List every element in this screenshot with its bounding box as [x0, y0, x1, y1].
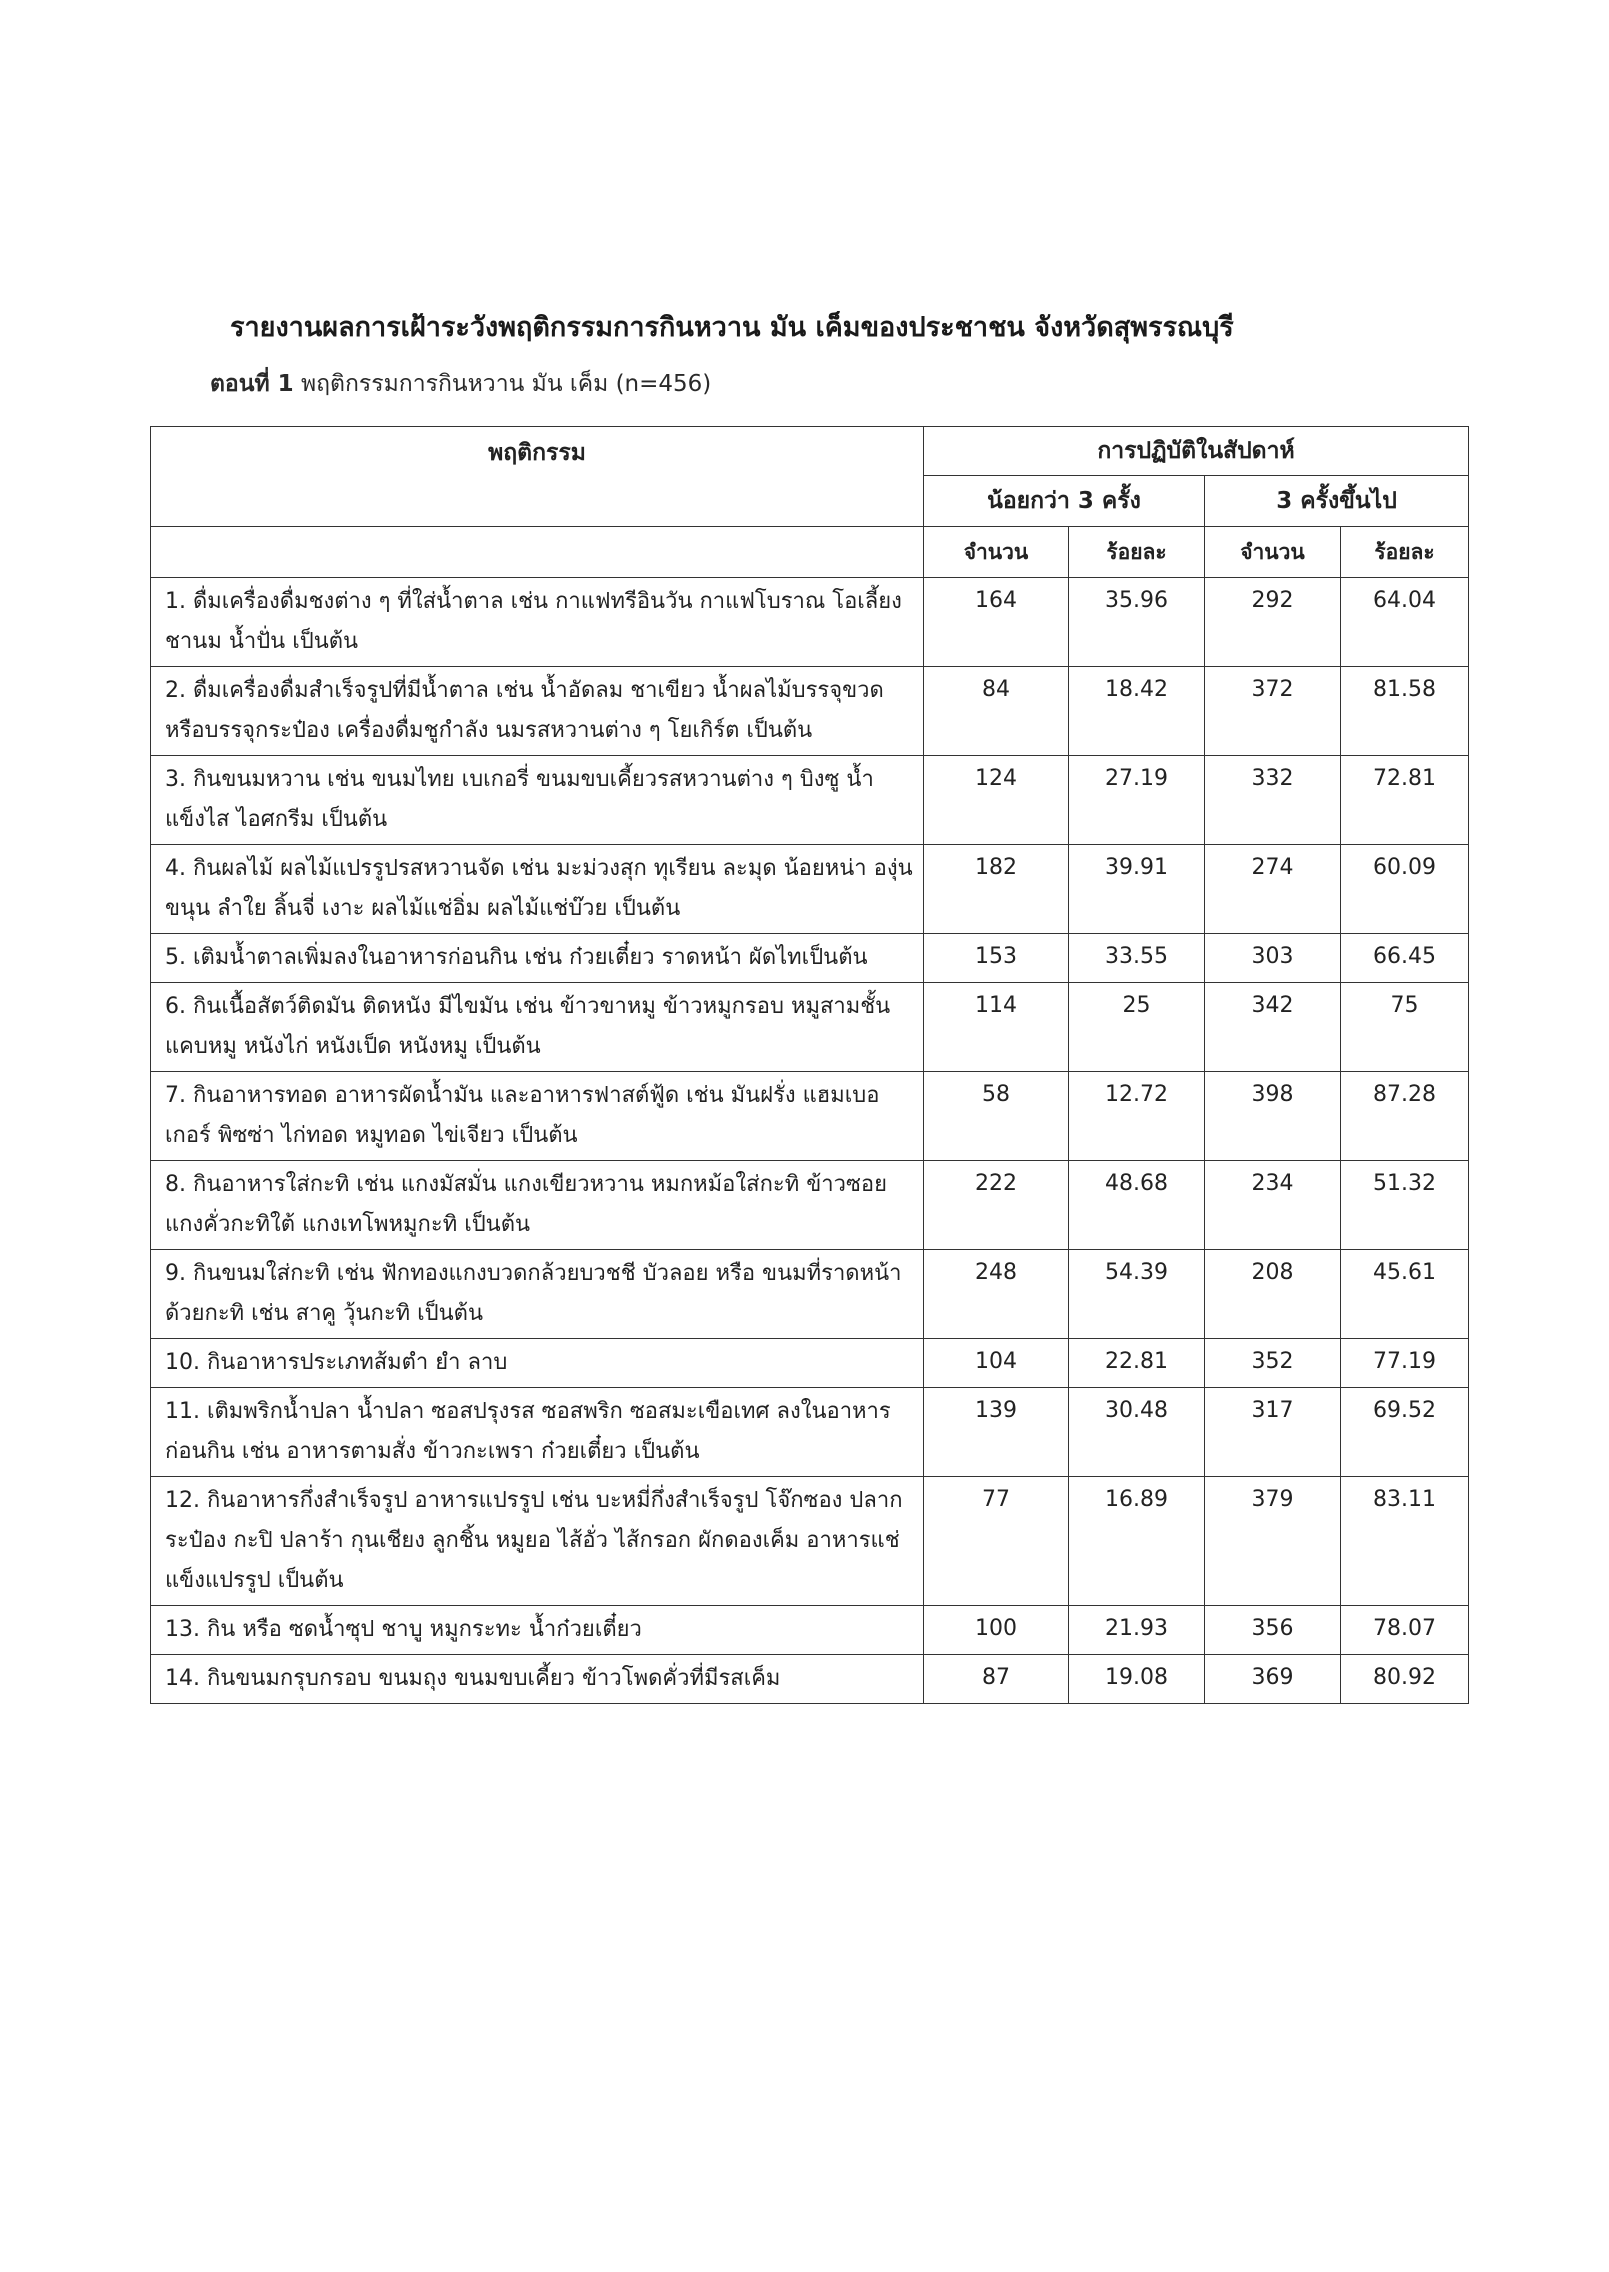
count-less-cell: 182	[924, 845, 1069, 934]
percent-more-cell: 45.61	[1341, 1250, 1469, 1339]
table-body	[151, 578, 1469, 1704]
count-less-cell: 124	[924, 756, 1069, 845]
percent-less-cell: 30.48	[1069, 1388, 1205, 1477]
percent-less-cell: 27.19	[1069, 756, 1205, 845]
count-less-cell: 58	[924, 1072, 1069, 1161]
count-more-cell: 356	[1205, 1606, 1341, 1655]
section-text: พฤติกรรมการกินหวาน มัน เค็ม (n=456)	[300, 371, 712, 397]
percent-less-cell: 22.81	[1069, 1339, 1205, 1388]
percent-more-cell: 66.45	[1341, 934, 1469, 983]
count-more-cell: 208	[1205, 1250, 1341, 1339]
header-count-less: จำนวน	[924, 527, 1069, 578]
count-more-cell: 352	[1205, 1339, 1341, 1388]
behavior-cell: 4. กินผลไม้ ผลไม้แปรรูปรสหวานจัด เช่น มะม่วงสุก ทุเรียน ละมุด น้อยหน่า องุ่น ขนุน ลำใย ลิ้นจี่ เงาะ ผลไม้แช่อิ่ม ผลไม้แช่บ๊วย เป็นต้น	[151, 845, 924, 934]
count-less-cell: 139	[924, 1388, 1069, 1477]
table-row	[151, 1339, 1469, 1388]
table-row	[151, 983, 1469, 1072]
table-row	[151, 934, 1469, 983]
count-more-cell: 234	[1205, 1161, 1341, 1250]
count-more-cell: 303	[1205, 934, 1341, 983]
count-more-cell: 372	[1205, 667, 1341, 756]
percent-less-cell: 18.42	[1069, 667, 1205, 756]
count-less-cell: 100	[924, 1606, 1069, 1655]
behavior-cell: 7. กินอาหารทอด อาหารผัดน้ำมัน และอาหารฟาสต์ฟู้ด เช่น มันฝรั่ง แฮมเบอเกอร์ พิซซ่า ไก่ทอด หมูทอด ไข่เจียว เป็นต้น	[151, 1072, 924, 1161]
count-less-cell: 164	[924, 578, 1069, 667]
table-row	[151, 845, 1469, 934]
behavior-cell: 2. ดื่มเครื่องดื่มสำเร็จรูปที่มีน้ำตาล เช่น น้ำอัดลม ชาเขียว น้ำผลไม้บรรจุขวดหรือบรรจุกระป๋อง เครื่องดื่มชูกำลัง นมรสหวานต่าง ๆ โยเกิร์ต เป็นต้น	[151, 667, 924, 756]
header-percent-less: ร้อยละ	[1069, 527, 1205, 578]
percent-less-cell: 12.72	[1069, 1072, 1205, 1161]
percent-more-cell: 81.58	[1341, 667, 1469, 756]
behavior-cell: 11. เติมพริกน้ำปลา น้ำปลา ซอสปรุงรส ซอสพริก ซอสมะเขือเทศ ลงในอาหารก่อนกิน เช่น อาหารตามสั่ง ข้าวกะเพรา ก๋วยเตี๋ยว เป็นต้น	[151, 1388, 924, 1477]
table-row	[151, 1250, 1469, 1339]
percent-less-cell: 35.96	[1069, 578, 1205, 667]
behavior-cell: 5. เติมน้ำตาลเพิ่มลงในอาหารก่อนกิน เช่น ก๋วยเตี๋ยว ราดหน้า ผัดไทเป็นต้น	[151, 934, 924, 983]
table-row	[151, 667, 1469, 756]
percent-less-cell: 54.39	[1069, 1250, 1205, 1339]
count-less-cell: 222	[924, 1161, 1069, 1250]
header-less-than-3: น้อยกว่า 3 ครั้ง	[924, 476, 1205, 527]
percent-more-cell: 75	[1341, 983, 1469, 1072]
percent-more-cell: 60.09	[1341, 845, 1469, 934]
percent-more-cell: 51.32	[1341, 1161, 1469, 1250]
count-more-cell: 342	[1205, 983, 1341, 1072]
header-count-more: จำนวน	[1205, 527, 1341, 578]
table-row	[151, 1161, 1469, 1250]
count-more-cell: 274	[1205, 845, 1341, 934]
percent-more-cell: 78.07	[1341, 1606, 1469, 1655]
percent-less-cell: 33.55	[1069, 934, 1205, 983]
percent-more-cell: 77.19	[1341, 1339, 1469, 1388]
header-3-or-more: 3 ครั้งขึ้นไป	[1205, 476, 1469, 527]
count-less-cell: 84	[924, 667, 1069, 756]
page-title: รายงานผลการเฝ้าระวังพฤติกรรมการกินหวาน มัน เค็มของประชาชน จังหวัดสุพรรณบุรี	[230, 312, 1234, 343]
behavior-cell: 12. กินอาหารกึ่งสำเร็จรูป อาหารแปรรูป เช่น บะหมี่กึ่งสำเร็จรูป โจ๊กซอง ปลากระป๋อง กะปิ ปลาร้า กุนเชียง ลูกชิ้น หมูยอ ไส้อั่ว ไส้กรอก ผักดองเค็ม อาหารแช่แข็งแปรรูป เป็นต้น	[151, 1477, 924, 1606]
behavior-cell: 3. กินขนมหวาน เช่น ขนมไทย เบเกอรี่ ขนมขบเคี้ยวรสหวานต่าง ๆ บิงซู น้ำแข็งไส ไอศกรีม เป็นต้น	[151, 756, 924, 845]
table-row	[151, 1655, 1469, 1704]
table-row	[151, 1606, 1469, 1655]
count-more-cell: 369	[1205, 1655, 1341, 1704]
count-more-cell: 398	[1205, 1072, 1341, 1161]
percent-less-cell: 25	[1069, 983, 1205, 1072]
percent-more-cell: 80.92	[1341, 1655, 1469, 1704]
behavior-cell: 14. กินขนมกรุบกรอบ ขนมถุง ขนมขบเคี้ยว ข้าวโพดคั่วที่มีรสเค็ม	[151, 1655, 924, 1704]
behavior-cell: 10. กินอาหารประเภทส้มตำ ยำ ลาบ	[151, 1339, 924, 1388]
table-row	[151, 1477, 1469, 1606]
table-row	[151, 1072, 1469, 1161]
table-row	[151, 1388, 1469, 1477]
percent-less-cell: 19.08	[1069, 1655, 1205, 1704]
header-percent-more: ร้อยละ	[1341, 527, 1469, 578]
behavior-cell: 13. กิน หรือ ซดน้ำซุป ชาบู หมูกระทะ น้ำก๋วยเตี๋ยว	[151, 1606, 924, 1655]
table-header	[151, 427, 1469, 578]
header-behavior-spacer	[151, 527, 924, 578]
percent-more-cell: 72.81	[1341, 756, 1469, 845]
count-less-cell: 153	[924, 934, 1069, 983]
percent-more-cell: 87.28	[1341, 1072, 1469, 1161]
section-heading	[210, 366, 711, 402]
percent-less-cell: 48.68	[1069, 1161, 1205, 1250]
count-less-cell: 87	[924, 1655, 1069, 1704]
count-less-cell: 114	[924, 983, 1069, 1072]
count-more-cell: 317	[1205, 1388, 1341, 1477]
count-less-cell: 77	[924, 1477, 1069, 1606]
percent-more-cell: 83.11	[1341, 1477, 1469, 1606]
count-more-cell: 332	[1205, 756, 1341, 845]
table-row	[151, 578, 1469, 667]
table-row	[151, 756, 1469, 845]
header-behavior: พฤติกรรม	[151, 427, 924, 527]
percent-less-cell: 39.91	[1069, 845, 1205, 934]
behavior-cell: 9. กินขนมใส่กะทิ เช่น ฟักทองแกงบวดกล้วยบวชชี บัวลอย หรือ ขนมที่ราดหน้าด้วยกะทิ เช่น สาคู วุ้นกะทิ เป็นต้น	[151, 1250, 924, 1339]
count-more-cell: 379	[1205, 1477, 1341, 1606]
count-more-cell: 292	[1205, 578, 1341, 667]
percent-more-cell: 64.04	[1341, 578, 1469, 667]
count-less-cell: 104	[924, 1339, 1069, 1388]
behavior-cell: 6. กินเนื้อสัตว์ติดมัน ติดหนัง มีไขมัน เช่น ข้าวขาหมู ข้าวหมูกรอบ หมูสามชั้น แคบหมู หนังไก่ หนังเป็ด หนังหมู เป็นต้น	[151, 983, 924, 1072]
behavior-cell: 8. กินอาหารใส่กะทิ เช่น แกงมัสมั่น แกงเขียวหวาน หมกหม้อใส่กะทิ ข้าวซอย แกงคั่วกะทิใต้ แกงเทโพหมูกะทิ เป็นต้น	[151, 1161, 924, 1250]
percent-more-cell: 69.52	[1341, 1388, 1469, 1477]
percent-less-cell: 21.93	[1069, 1606, 1205, 1655]
percent-less-cell: 16.89	[1069, 1477, 1205, 1606]
count-less-cell: 248	[924, 1250, 1069, 1339]
header-weekly-practice: การปฏิบัติในสัปดาห์	[924, 427, 1469, 476]
behavior-table	[150, 426, 1469, 1704]
section-label: ตอนที่ 1	[210, 371, 294, 397]
behavior-cell: 1. ดื่มเครื่องดื่มชงต่าง ๆ ที่ใส่น้ำตาล เช่น กาแฟทรีอินวัน กาแฟโบราณ โอเลี้ยง ชานม น้ำปั่น เป็นต้น	[151, 578, 924, 667]
